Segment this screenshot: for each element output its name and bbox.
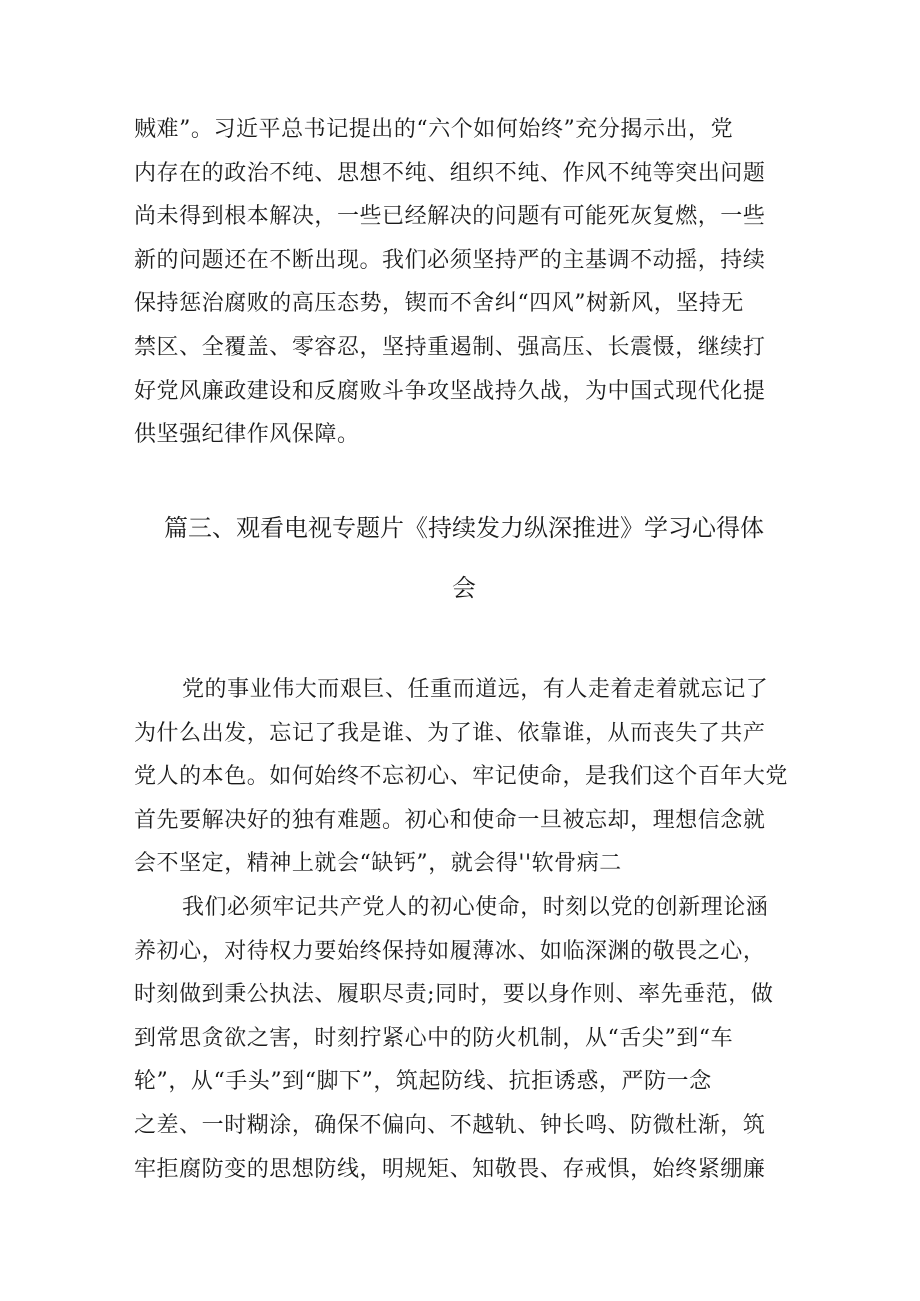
text-line: 贼难”。习近平总书记提出的“六个如何始终”充分揭示出，党 xyxy=(134,117,734,142)
paragraph-2 xyxy=(134,886,794,1191)
text-line: 新的问题还在不断出现。我们必须坚持严的主基调不动摇，持续 xyxy=(134,247,766,273)
text-line: 我们必须牢记共产党人的初心使命，时刻以党的创新理论涵 xyxy=(182,895,769,920)
text-line: 养初心，对待权力要始终保持如履薄冰、如临深渊的敬畏之心， xyxy=(134,938,766,964)
text-line: 到常思贪欲之害，时刻拧紧心中的防火机制，从“舌尖”到“车 xyxy=(134,1025,734,1051)
text-line: 时刻做到秉公执法、履职尽责;同时，要以身作则、率先垂范，做 xyxy=(134,982,774,1008)
text-line: 内存在的政治不纯、思想不纯、组织不纯、作风不纯等突出问题 xyxy=(134,160,766,186)
heading-line: 会 xyxy=(452,574,476,602)
text-line: 供坚强纪律作风保障。 xyxy=(134,422,360,448)
text-line: 会不坚定，精神上就会“缺钙”，就会得''软骨病二 xyxy=(134,851,622,877)
text-line: 党的事业伟大而艰巨、任重而道远，有人走着走着就忘记了 xyxy=(182,677,769,702)
text-line: 为什么出发，忘记了我是谁、为了谁、依靠谁，从而丧失了共产 xyxy=(134,720,766,746)
paragraph-1 xyxy=(134,668,794,886)
paragraph-continued xyxy=(134,108,794,457)
text-line: 尚未得到根本解决，一些已经解决的问题有可能死灰复燃，一些 xyxy=(134,204,766,230)
text-line: 轮”，从“手头”到“脚下”，筑起防线、抗拒诱惑，严防一念 xyxy=(134,1069,712,1095)
text-line: 保持惩治腐败的高压态势，锲而不舍纠“四风”树新风，坚持无 xyxy=(134,291,744,317)
text-line: 牢拒腐防变的思想防线，明规矩、知敬畏、存戒惧，始终紧绷廉 xyxy=(134,1156,766,1182)
text-line: 党人的本色。如何始终不忘初心、牢记使命，是我们这个百年大党 xyxy=(134,764,788,790)
section-heading xyxy=(134,498,794,618)
heading-line: 篇三、观看电视专题片《持续发力纵深推进》学习心得体 xyxy=(164,514,764,542)
text-line: 禁区、全覆盖、零容忍，坚持重遏制、强高压、长震慑，继续打 xyxy=(134,334,766,360)
text-line: 首先要解决好的独有难题。初心和使命一旦被忘却，理想信念就 xyxy=(134,807,766,833)
text-line: 好党风廉政建设和反腐败斗争攻坚战持久战，为中国式现代化提 xyxy=(134,378,766,404)
text-line: 之差、一时糊涂，确保不偏向、不越轨、钟长鸣、防微杜渐，筑 xyxy=(134,1112,766,1138)
